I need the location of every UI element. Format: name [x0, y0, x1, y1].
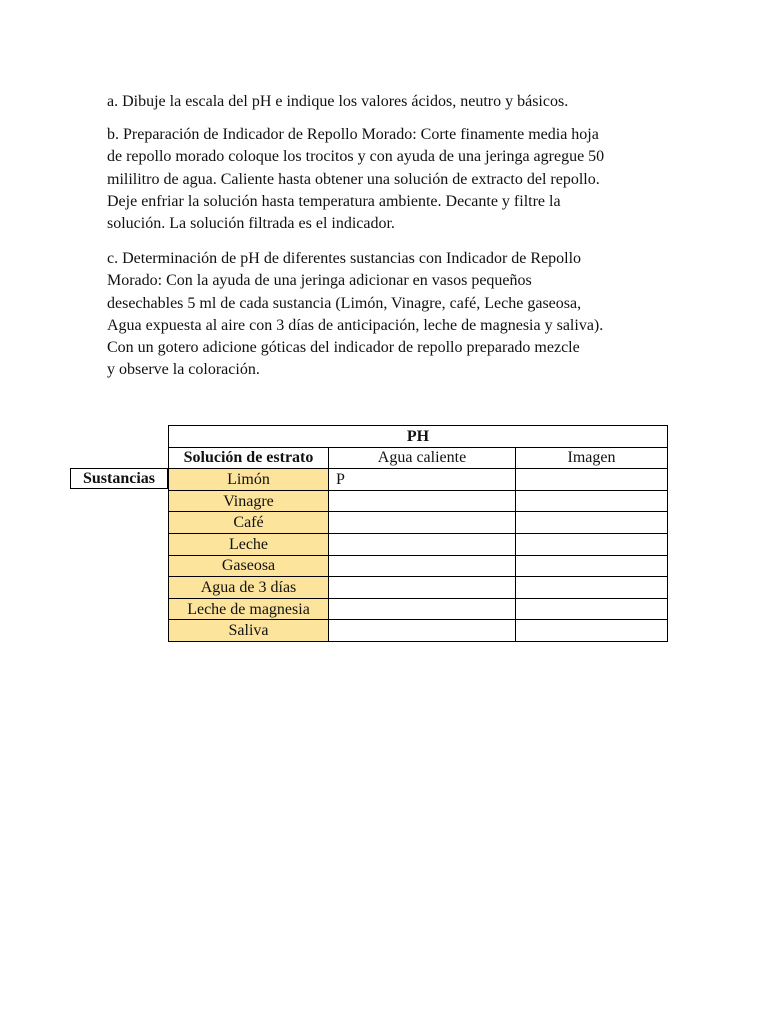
agua-caliente-cell[interactable]	[329, 533, 516, 555]
substance-cell: Limón	[169, 469, 329, 491]
side-label-sustancias: Sustancias	[70, 468, 168, 489]
instruction-c: c. Determinación de pH de diferentes sustancias con Indicador de Repollo Morado: Con la ayuda de una jeringa adicionar en vasos pequeños desechables 5 ml de cada sustancia (Limón, Vinagre, café, Leche gaseosa, Agua expuesta al aire con 3 días de anticipación, leche de magnesia y saliva). Con un gotero adicione góticas del indicador de repollo preparado mezcle y observe la coloración.	[107, 250, 604, 379]
table-title: PH	[169, 426, 668, 448]
agua-caliente-cell[interactable]	[329, 490, 516, 512]
table-row	[169, 598, 668, 620]
ph-table	[168, 425, 668, 642]
header-agua-caliente: Agua caliente	[329, 447, 516, 469]
agua-caliente-cell[interactable]	[329, 512, 516, 534]
table-row	[169, 555, 668, 577]
instruction-a: a. Dibuje la escala del pH e indique los valores ácidos, neutro y básicos.	[107, 93, 569, 110]
substance-cell: Leche	[169, 533, 329, 555]
agua-caliente-cell[interactable]	[329, 577, 516, 599]
instruction-b: b. Preparación de Indicador de Repollo Morado: Corte finamente media hoja de repollo morado coloque los trocitos y con ayuda de una jeringa agregue 50 mililitro de agua. Caliente hasta obtener una solución de extracto del repollo. Deje enfriar la solución hasta temperatura ambiente. Decante y filtre la solución. La solución filtrada es el indicador.	[107, 126, 605, 233]
header-imagen: Imagen	[516, 447, 668, 469]
imagen-cell[interactable]	[516, 555, 668, 577]
substance-cell: Agua de 3 días	[169, 577, 329, 599]
agua-caliente-cell[interactable]	[329, 620, 516, 642]
substance-cell: Gaseosa	[169, 555, 329, 577]
table-row	[169, 469, 668, 491]
imagen-cell[interactable]	[516, 512, 668, 534]
table-row	[169, 620, 668, 642]
substance-cell: Café	[169, 512, 329, 534]
imagen-cell[interactable]	[516, 490, 668, 512]
agua-caliente-cell[interactable]	[329, 598, 516, 620]
header-solucion: Solución de estrato	[169, 447, 329, 469]
imagen-cell[interactable]	[516, 598, 668, 620]
table-row	[169, 490, 668, 512]
substance-cell: Saliva	[169, 620, 329, 642]
imagen-cell[interactable]	[516, 533, 668, 555]
imagen-cell[interactable]	[516, 577, 668, 599]
table-title-row	[169, 426, 668, 448]
agua-caliente-cell[interactable]	[329, 555, 516, 577]
imagen-cell[interactable]	[516, 469, 668, 491]
table-row	[169, 512, 668, 534]
table-header-row	[169, 447, 668, 469]
substance-cell: Leche de magnesia	[169, 598, 329, 620]
table-row	[169, 533, 668, 555]
agua-caliente-cell[interactable]: P	[329, 469, 516, 491]
substance-cell: Vinagre	[169, 490, 329, 512]
table-row	[169, 577, 668, 599]
imagen-cell[interactable]	[516, 620, 668, 642]
